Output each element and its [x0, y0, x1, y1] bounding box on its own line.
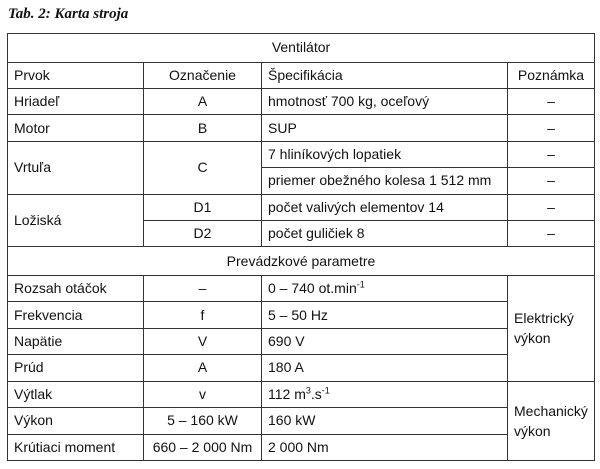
cell-specifikacia: 7 hliníkových lopatiek: [262, 141, 508, 167]
table-row: [8, 381, 595, 407]
cell-poznamka: –: [508, 168, 595, 194]
param-symbol: –: [144, 276, 262, 302]
cell-poznamka: –: [508, 88, 595, 114]
cell-prvok: Vrtuľa: [8, 141, 144, 194]
param-value-text: 112 m: [268, 385, 306, 402]
header-specifikacia: Špecifikácia: [262, 62, 508, 88]
cell-poznamka: –: [508, 221, 595, 247]
param-value: 2 000 Nm: [262, 434, 508, 460]
table-row: [8, 302, 595, 328]
param-symbol: 660 – 2 000 Nm: [144, 434, 262, 460]
cell-oznacenie: D1: [144, 194, 262, 220]
param-value-superscript: -1: [356, 279, 365, 290]
param-value: 160 kW: [262, 408, 508, 434]
header-poznamka: Poznámka: [508, 62, 595, 88]
param-value-superscript: 3: [305, 385, 311, 396]
column-header-row: [8, 62, 595, 88]
section-header-row: [8, 34, 595, 63]
section-header-row: [8, 247, 595, 276]
param-name: Výkon: [8, 408, 144, 434]
param-symbol: V: [144, 328, 262, 354]
param-symbol: f: [144, 302, 262, 328]
header-oznacenie: Označenie: [144, 62, 262, 88]
table-row: [8, 194, 595, 220]
param-name: Krútiaci moment: [8, 434, 144, 460]
cell-oznacenie: B: [144, 115, 262, 141]
cell-oznacenie: D2: [144, 221, 262, 247]
param-name: Rozsah otáčok: [8, 276, 144, 302]
cell-specifikacia: priemer obežného kolesa 1 512 mm: [262, 168, 508, 194]
cell-poznamka: –: [508, 194, 595, 220]
machine-card-table: [7, 33, 595, 461]
cell-poznamka: –: [508, 115, 595, 141]
param-value-text: .s: [310, 385, 322, 402]
param-value: [262, 381, 508, 407]
table-row: [8, 276, 595, 302]
cell-oznacenie: C: [144, 141, 262, 194]
cell-specifikacia: počet guličiek 8: [262, 221, 508, 247]
table-row: [8, 355, 595, 381]
table-row: [8, 408, 595, 434]
cell-prvok: Hriadeľ: [8, 88, 144, 114]
param-value: 690 V: [262, 328, 508, 354]
param-name: Prúd: [8, 355, 144, 381]
param-symbol: v: [144, 381, 262, 407]
note-mechanicky-vykon: Mechanický výkon: [508, 381, 595, 460]
param-symbol: A: [144, 355, 262, 381]
table-row: [8, 434, 595, 460]
table-row: [8, 328, 595, 354]
table-row: [8, 115, 595, 141]
cell-specifikacia: počet valivých elementov 14: [262, 194, 508, 220]
table-row: [8, 88, 595, 114]
param-value: 180 A: [262, 355, 508, 381]
param-value: 5 – 50 Hz: [262, 302, 508, 328]
section-title-prevadzkove-parametre: Prevádzkové parametre: [8, 247, 595, 276]
cell-poznamka: –: [508, 141, 595, 167]
param-symbol: 5 – 160 kW: [144, 408, 262, 434]
header-prvok: Prvok: [8, 62, 144, 88]
param-name: Frekvencia: [8, 302, 144, 328]
param-name: Výtlak: [8, 381, 144, 407]
param-value: [262, 276, 508, 302]
cell-prvok: Motor: [8, 115, 144, 141]
param-value-text: 0 – 740 ot.min: [268, 280, 357, 297]
cell-prvok: Ložiská: [8, 194, 144, 247]
cell-specifikacia: SUP: [262, 115, 508, 141]
cell-specifikacia: hmotnosť 700 kg, oceľový: [262, 88, 508, 114]
param-value-superscript: -1: [321, 385, 330, 396]
table-row: [8, 141, 595, 167]
table-caption: Tab. 2: Karta stroja: [8, 6, 129, 22]
note-elektricky-vykon: Elektrický výkon: [508, 276, 595, 382]
param-name: Napätie: [8, 328, 144, 354]
cell-oznacenie: A: [144, 88, 262, 114]
section-title-ventilator: Ventilátor: [8, 34, 595, 63]
